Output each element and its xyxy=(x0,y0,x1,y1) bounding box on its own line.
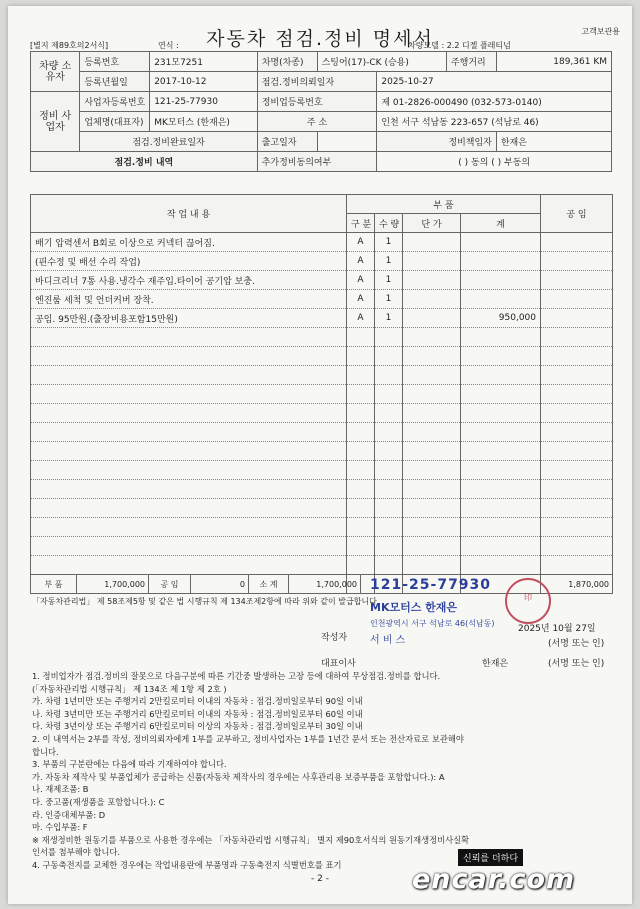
model-label: 차량모델 : 2.2 디젤 플래티넘 xyxy=(408,41,511,50)
business-section-label: 정비 사업자 xyxy=(31,92,80,152)
car-name-label: 차명(차종) xyxy=(257,52,317,72)
out-date-label: 출고일자 xyxy=(257,132,317,152)
business-stamp-address: 인천광역시 서구 석남로 46(석남동) xyxy=(370,619,495,628)
work-row-qty: 1 xyxy=(375,233,403,252)
work-row-qty: 1 xyxy=(375,252,403,271)
table-row xyxy=(31,480,613,499)
page-number: - 2 - xyxy=(311,874,329,884)
company-value: MK모터스 (한재은) xyxy=(150,112,258,132)
grand-total-value: 1,870,000 xyxy=(541,575,613,594)
table-row xyxy=(31,499,613,518)
subtotal-value: 1,700,000 xyxy=(289,575,361,594)
work-row-desc: 배기 압력센서 B회로 이상으로 커넥터 끊어짐. xyxy=(31,233,347,252)
ceo-sign-note: (서명 또는 인) xyxy=(548,659,605,669)
table-row xyxy=(31,556,613,575)
writer-stamp: 서 비 스 xyxy=(370,635,406,646)
biz-no-value: 121-25-77930 xyxy=(150,92,258,112)
work-row-amount: 950,000 xyxy=(461,309,541,328)
request-date-value: 2025-10-27 xyxy=(377,72,612,92)
col-kind: 구 분 xyxy=(347,214,375,233)
watermark-logo: encar.com xyxy=(412,864,576,895)
work-row-kind: A xyxy=(347,309,375,328)
note-line: 라. 인증대체부품: D xyxy=(32,809,106,820)
table-row xyxy=(31,423,613,442)
note-line: 나. 차령 3년미만 또는 주행거리 6만킬로미터 이내의 자동차 : 점검.정비일로부터 60일 이내 xyxy=(32,708,363,719)
work-row-amount xyxy=(461,271,541,290)
repair-no-value: 제 01-2826-000490 (032-573-0140) xyxy=(377,92,612,112)
parts-header: 부 품 xyxy=(347,195,541,214)
reg-no-value: 231모7251 xyxy=(150,52,258,72)
labor-total-label: 공 임 xyxy=(149,575,191,594)
reg-date-value: 2017-10-12 xyxy=(150,72,258,92)
vehicle-info-table xyxy=(30,51,612,172)
issue-date: 2025년 10월 27일 xyxy=(518,624,596,634)
writer-label: 작성자 xyxy=(321,633,348,643)
work-row-desc: (핀수정 및 배선 수리 작업) xyxy=(31,252,347,271)
table-row xyxy=(31,328,613,347)
extra-work-agree: ( ) 동의 ( ) 부동의 xyxy=(377,152,612,172)
company-seal: 印 xyxy=(505,578,551,624)
note-line: 인서를 첨부해야 합니다. xyxy=(32,847,121,858)
labor-header: 공 임 xyxy=(541,195,613,233)
note-line: 2. 이 내역서는 2부를 작성, 정비의뢰자에게 1부를 교부하고, 정비사업자는 1부를 1년간 문서 또는 전산자료로 보관해야 xyxy=(32,733,464,744)
work-row-qty: 1 xyxy=(375,290,403,309)
items-header: 작 업 내 용 xyxy=(31,195,347,233)
note-line: 가. 자동차 제작사 및 부품업체가 공급하는 신품(자동차 제작사의 경우에는 사후관리용 보증부품을 포함합니다.): A xyxy=(32,771,445,782)
note-line: 합니다. xyxy=(32,746,59,757)
table-row xyxy=(31,290,613,309)
note-line: 마. 수입부품: F xyxy=(32,822,88,833)
work-row-amount xyxy=(461,290,541,309)
work-row-amount xyxy=(461,233,541,252)
table-row xyxy=(31,461,613,480)
address-value: 인천 서구 석남동 223-657 (석남로 46) xyxy=(377,112,612,132)
note-line: 가. 차령 1년미만 또는 주행거리 2만킬로미터 이내의 자동차 : 점검.정비일로부터 90일 이내 xyxy=(32,696,363,707)
work-row-desc: 엔진룸 세척 및 언더커버 장착. xyxy=(31,290,347,309)
manager-value: 한재은 xyxy=(496,132,611,152)
business-stamp-name: MK모터스 한재은 xyxy=(370,601,458,614)
mileage-value: 189,361 KM xyxy=(496,52,611,72)
reg-no-label: 등록번호 xyxy=(80,52,150,72)
work-row-kind: A xyxy=(347,252,375,271)
extra-work-label: 추가정비동의여부 xyxy=(257,152,377,172)
table-row xyxy=(31,309,613,328)
work-row-kind: A xyxy=(347,233,375,252)
col-price: 단 가 xyxy=(403,214,461,233)
table-row xyxy=(31,404,613,423)
writer-sign-note: (서명 또는 인) xyxy=(548,639,605,649)
note-line: 3. 부품의 구분란에는 다음에 따라 기재하여야 합니다. xyxy=(32,759,227,770)
serial-label: 연식 : xyxy=(158,41,179,50)
table-row xyxy=(31,442,613,461)
biz-no-label: 사업자등록번호 xyxy=(80,92,150,112)
table-row xyxy=(31,233,613,252)
table-row xyxy=(31,252,613,271)
form-code: [별지 제89호의2서식] xyxy=(30,41,109,50)
owner-section-label: 차량 소유자 xyxy=(31,52,80,92)
col-amount: 계 xyxy=(461,214,541,233)
notes-section xyxy=(32,670,612,872)
work-row-amount xyxy=(461,252,541,271)
subtotal-label: 소 계 xyxy=(249,575,289,594)
table-row xyxy=(31,518,613,537)
reg-date-label: 등록년월일 xyxy=(80,72,150,92)
work-items-table xyxy=(30,194,613,594)
work-content-header: 점검.정비 내역 xyxy=(31,152,258,172)
done-date-label: 점검.정비완료일자 xyxy=(80,132,257,152)
note-line: ※ 재생정비한 원동기를 부품으로 사용한 경우에는 「자동차관리법 시행규칙」 별지 제90호서식의 원동기재생정비사실확 xyxy=(32,834,470,845)
copy-label: 고객보관용 xyxy=(581,27,620,36)
watermark-badge: 신뢰를 더하다 xyxy=(458,849,523,866)
table-row xyxy=(31,347,613,366)
company-label: 업체명(대표자) xyxy=(80,112,150,132)
document-title: 자동차 점검.정비 명세서 xyxy=(206,28,434,50)
ceo-label: 대표이사 xyxy=(321,659,356,669)
ceo-name: 한재은 xyxy=(482,659,509,669)
business-stamp-number: 121-25-77930 xyxy=(370,577,492,593)
work-row-desc: 바디크리너 7통 사용.냉각수 재주입.타이어 공기압 보충. xyxy=(31,271,347,290)
work-row-desc: 공임. 95만원.(출장비용포함15만원) xyxy=(31,309,347,328)
note-line: 나. 재제조품: B xyxy=(32,784,89,795)
note-line: 다. 차령 3년이상 또는 주행거리 6만킬로미터 이상의 자동차 : 점검.정비일로부터 30일 이내 xyxy=(32,721,363,732)
repair-no-label: 정비업등록번호 xyxy=(257,92,377,112)
note-line: (「자동차관리법 시행규칙」 제 134조 제 1항 제 2호 ) xyxy=(32,683,227,694)
mileage-label: 주행거리 xyxy=(446,52,496,72)
manager-label: 정비책임자 xyxy=(377,132,497,152)
note-line: 4. 구동축전지를 교체한 경우에는 작업내용란에 부품명과 구동축전지 식별번호를 표기 xyxy=(32,859,342,870)
document-page xyxy=(8,6,632,904)
law-text: 「자동차관리법」 제 58조제5항 및 같은 법 시행규칙 제 134조제2항에 따라 위와 같이 발급합니다. xyxy=(32,597,380,606)
request-date-label: 점검.정비의뢰일자 xyxy=(257,72,377,92)
table-row xyxy=(31,537,613,556)
table-row xyxy=(31,385,613,404)
table-row xyxy=(31,271,613,290)
work-row-qty: 1 xyxy=(375,271,403,290)
labor-total-value: 0 xyxy=(191,575,249,594)
car-name-value: 스팅어(17)-CK (승용) xyxy=(317,52,446,72)
work-row-qty: 1 xyxy=(375,309,403,328)
col-qty: 수 량 xyxy=(375,214,403,233)
table-row xyxy=(31,366,613,385)
address-label: 주 소 xyxy=(257,112,377,132)
work-row-kind: A xyxy=(347,271,375,290)
note-line: 다. 중고품(재생품을 포함합니다.): C xyxy=(32,796,165,807)
work-row-kind: A xyxy=(347,290,375,309)
parts-total-value: 1,700,000 xyxy=(77,575,149,594)
parts-total-label: 부 품 xyxy=(31,575,77,594)
note-line: 1. 정비업자가 점검.정비의 잘못으로 다음구분에 따른 기간중 발생하는 고장 등에 대하여 무상점검.정비를 합니다. xyxy=(32,671,441,681)
